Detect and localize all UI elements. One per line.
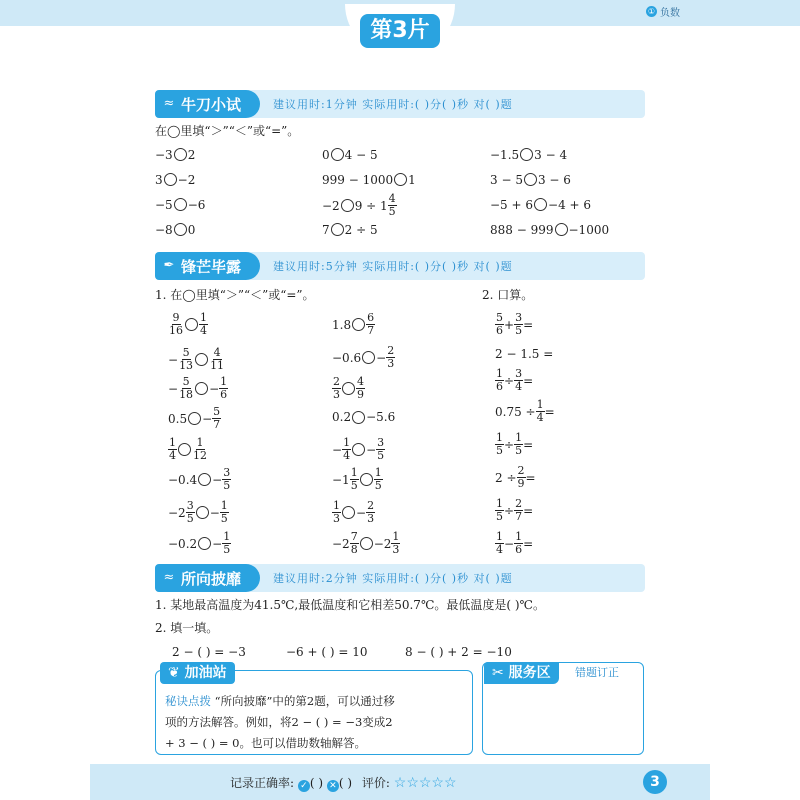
compare-circle[interactable]	[394, 173, 407, 186]
fill-blank-2[interactable]: −6 + ( ) = 10	[286, 645, 368, 659]
cross-icon: ✕	[327, 780, 339, 792]
service-label: 错题订正	[575, 666, 619, 679]
compare-item: −2 $\frac{3}{5}$ − $\frac{1}{5}$	[168, 499, 228, 525]
chapter-name: 负数	[660, 8, 680, 19]
accuracy-record: 记录正确率: ✓ ( ) ✕ ( ) 评价: ☆☆☆☆☆	[230, 775, 457, 791]
section-2-q1: 1. 在◯里填“＞”“＜”或“=”。	[155, 288, 315, 302]
calc-item: $\frac{5}{6}$ + $\frac{3}{5}$ =	[496, 311, 534, 337]
compare-circle[interactable]	[164, 173, 177, 186]
compare-circle[interactable]	[534, 198, 547, 211]
wave-icon: ≈	[163, 96, 175, 111]
compare-item: −0.4 − $\frac{3}{5}$	[168, 466, 231, 492]
compare-item: $\frac{1}{4}$ $\frac{1}{12}$	[169, 436, 207, 462]
chapter-tag	[646, 4, 680, 19]
section-2-meta: 建议用时:5分钟 实际用时:( )分( )秒 对( )题	[273, 260, 513, 273]
compare-item: −0.2 − $\frac{1}{5}$	[168, 530, 231, 556]
calc-item: $\frac{1}{5}$ ÷ $\frac{2}{7}$ =	[496, 497, 534, 523]
chapter-number: ①	[647, 7, 656, 16]
rating-stars[interactable]: ☆☆☆☆☆	[393, 775, 457, 791]
tips-line-2: 项的方法解答。例如，将2 − ( ) = −3变成2	[165, 715, 393, 729]
compare-item: − $\frac{1}{4}$ − $\frac{3}{5}$	[332, 436, 385, 462]
s1-left: −3	[155, 148, 173, 162]
fill-blank-1[interactable]: 2 − ( ) = −3	[172, 645, 246, 659]
page-title: 第3片	[360, 14, 440, 48]
calc-item: $\frac{1}{4}$ − $\frac{1}{6}$ =	[496, 530, 534, 556]
check-icon: ✓	[298, 780, 310, 792]
compare-circle[interactable]	[555, 223, 568, 236]
tips-tag: ❦ 加油站	[160, 662, 235, 684]
section-1-meta: 建议用时:1分钟 实际用时:( )分( )秒 对( )题	[273, 98, 513, 111]
compare-item: $\frac{2}{3}$ $\frac{4}{9}$	[333, 375, 364, 401]
tips-line-3: + 3 − ( ) = 0。也可以借助数轴解答。	[165, 736, 366, 750]
section-3-q2: 2. 填一填。	[155, 621, 219, 635]
quill-icon: ✒	[163, 258, 175, 273]
section-3-q1: 1. 某地最高温度为41.5℃,最低温度和它相差50.7℃。最低温度是( )℃。	[155, 598, 545, 612]
compare-circle[interactable]	[341, 199, 354, 212]
compare-item: −0.6 − $\frac{2}{3}$	[332, 344, 395, 370]
compare-circle[interactable]	[174, 148, 187, 161]
compare-item: −2 $\frac{7}{8}$ −2 $\frac{1}{3}$	[332, 530, 400, 556]
tips-line-1: 秘诀点拨 “所向披靡”中的第2题，可以通过移	[165, 694, 395, 708]
section-1-header	[155, 90, 645, 118]
compare-circle[interactable]	[174, 223, 187, 236]
section-2-title: 锋芒毕露	[181, 257, 242, 276]
compare-circle[interactable]	[174, 198, 187, 211]
compare-item: −1 $\frac{1}{5}$ $\frac{1}{5}$	[332, 466, 382, 492]
leaf-icon: ❦	[168, 665, 180, 681]
compare-item: 0.5 − $\frac{5}{7}$	[168, 405, 221, 431]
calc-item: 2 ÷ $\frac{2}{9}$ =	[495, 464, 536, 490]
tips-label: 秘诀点拨	[165, 694, 211, 708]
compare-circle[interactable]	[331, 223, 344, 236]
compare-item: − $\frac{5}{13}$ $\frac{4}{11}$	[168, 346, 225, 372]
calc-item: $\frac{1}{6}$ ÷ $\frac{3}{4}$ =	[496, 367, 534, 393]
section-2-header	[155, 252, 645, 280]
compare-item: 0.2 −5.6	[332, 410, 396, 424]
compare-item: 1.8 $\frac{6}{7}$	[332, 311, 375, 337]
calc-item: 2 − 1.5 =	[495, 347, 554, 361]
calc-item: $\frac{1}{5}$ ÷ $\frac{1}{5}$ =	[496, 431, 534, 457]
section-1-title: 牛刀小试	[181, 95, 242, 114]
calc-item: 0.75 ÷ $\frac{1}{4}$ =	[495, 398, 555, 424]
compare-item: − $\frac{5}{18}$ − $\frac{1}{6}$	[168, 375, 228, 401]
compare-circle[interactable]	[524, 173, 537, 186]
section-3-title: 所向披靡	[181, 569, 242, 588]
compare-item: $\frac{1}{3}$ − $\frac{2}{3}$	[333, 499, 375, 525]
section-3-header	[155, 564, 645, 592]
service-tag: ✂ 服务区	[484, 662, 559, 684]
fill-blank-3[interactable]: 8 − ( ) + 2 = −10	[405, 645, 512, 659]
compare-circle[interactable]	[331, 148, 344, 161]
section-2-q2: 2. 口算。	[482, 288, 534, 302]
compare-circle[interactable]	[520, 148, 533, 161]
tools-icon: ✂	[492, 665, 504, 681]
wave-icon: ≈	[163, 570, 175, 585]
page-number: 3	[643, 770, 667, 794]
section-3-meta: 建议用时:2分钟 实际用时:( )分( )秒 对( )题	[273, 572, 513, 585]
compare-item: $\frac{9}{16}$ $\frac{1}{4}$	[169, 311, 207, 337]
section-1-instruction: 在◯里填“＞”“＜”或“=”。	[155, 124, 300, 138]
